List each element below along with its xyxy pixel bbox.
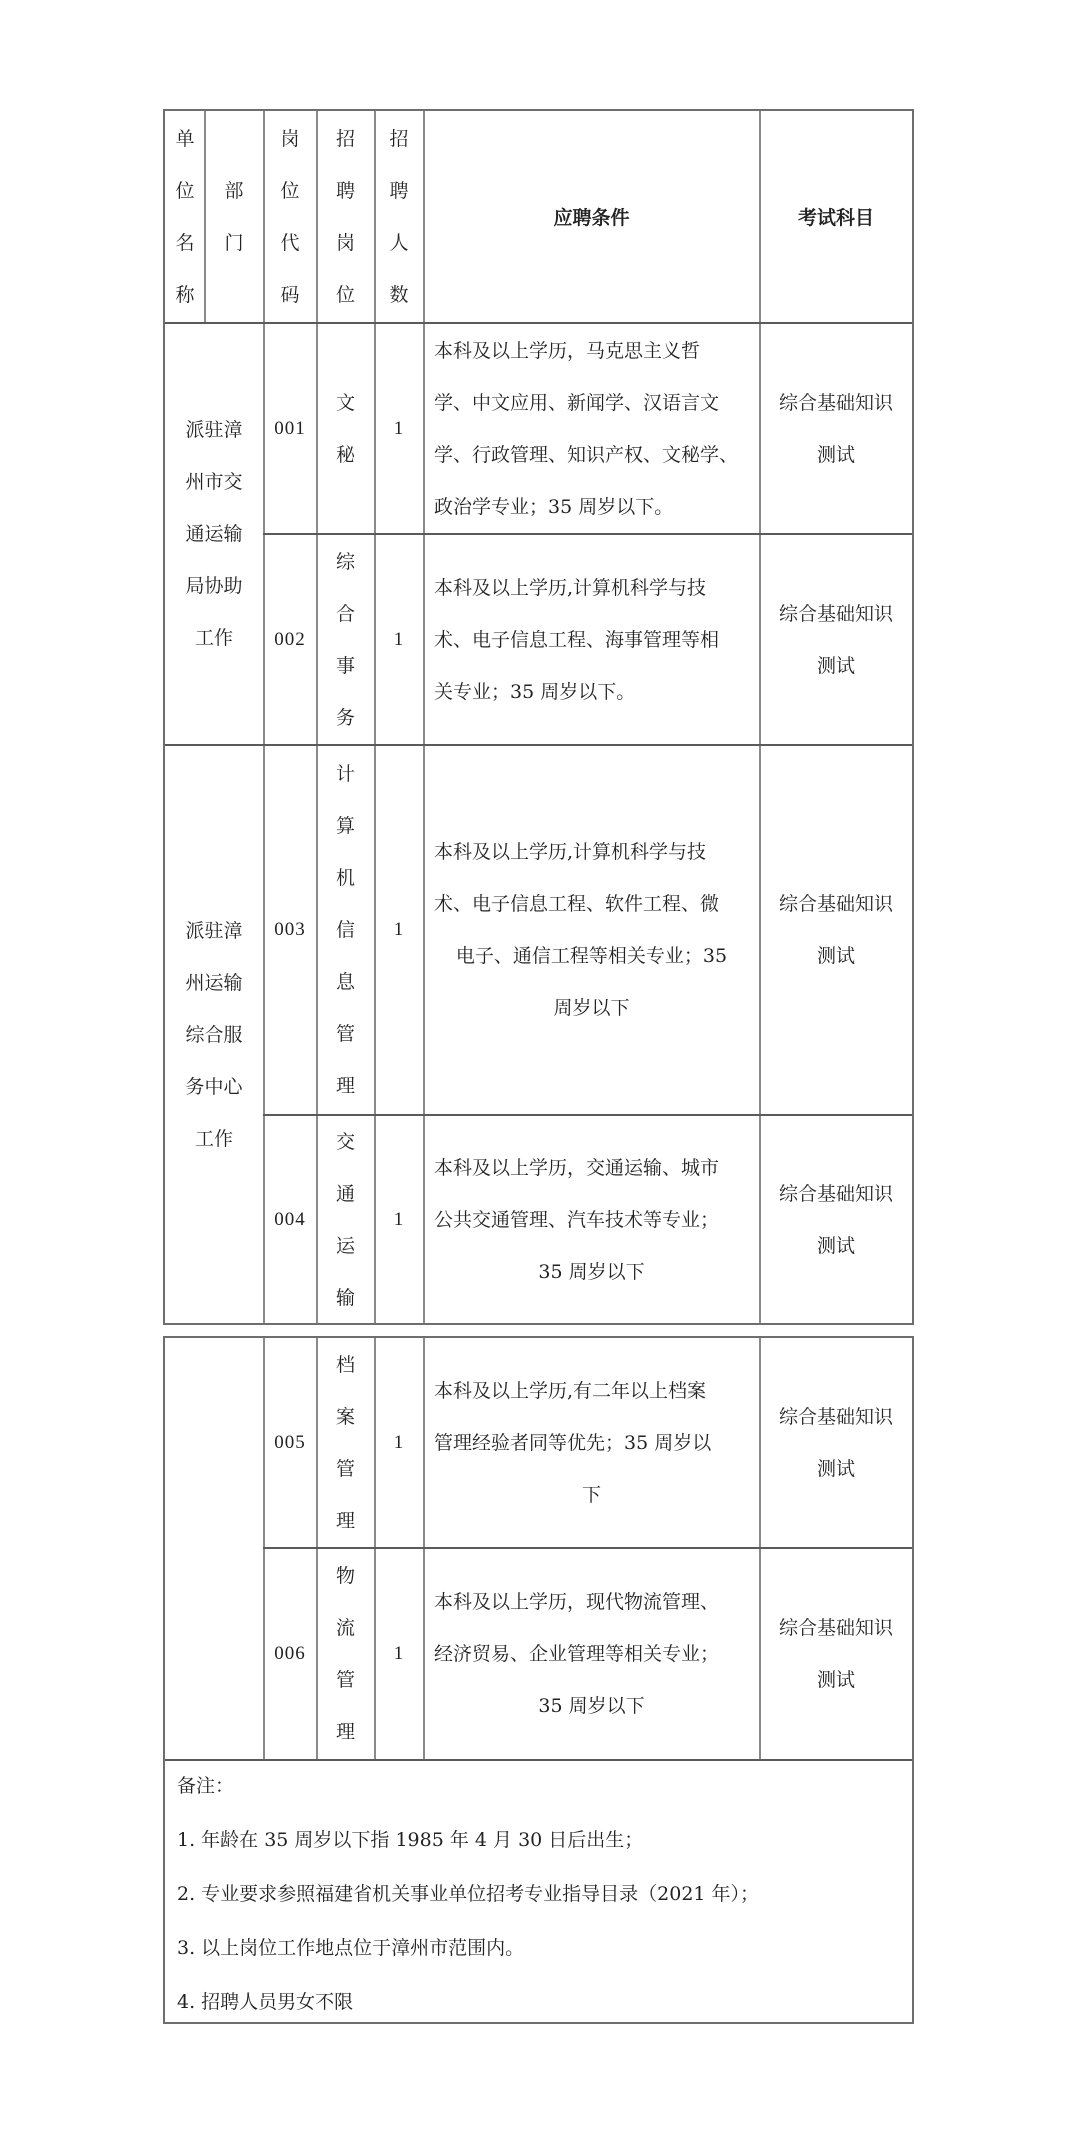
requirements-line: 政治学专业；35 周岁以下。 [434, 495, 674, 518]
unit-name-cell [165, 324, 263, 744]
position-char: 管 [335, 1023, 355, 1045]
unit-name-cell [165, 746, 263, 1323]
unit-name-line: 务中心 [185, 1075, 243, 1098]
position-code: 003 [274, 919, 306, 940]
position-code: 006 [274, 1643, 306, 1664]
header-char: 岗 [280, 127, 300, 150]
requirements-line: 本科及以上学历,计算机科学与技 [434, 576, 707, 599]
headcount: 1 [393, 628, 405, 650]
position-char: 事 [335, 654, 355, 677]
header-char: 部 [224, 179, 244, 202]
position-char: 管 [335, 1669, 355, 1691]
requirements-line: 关专业；35 周岁以下。 [434, 680, 636, 703]
requirements-line: 本科及以上学历,计算机科学与技 [434, 841, 707, 863]
requirements-line: 本科及以上学历，现代物流管理、 [434, 1591, 720, 1613]
header-char: 聘 [389, 179, 409, 202]
header-exam-subject: 考试科目 [797, 207, 874, 229]
position-char: 物 [335, 1565, 355, 1587]
exam-line: 综合基础知识 [778, 1617, 893, 1639]
exam-subject-cell [760, 1549, 912, 1759]
requirements-cell [424, 1549, 759, 1759]
requirements-line: 术、电子信息工程、海事管理等相 [434, 628, 720, 651]
exam-line: 综合基础知识 [778, 1405, 893, 1428]
requirements-line: 经济贸易、企业管理等相关专业； [434, 1643, 720, 1665]
unit-name-line: 局协助 [185, 575, 243, 597]
position-code: 001 [274, 417, 306, 439]
header-char: 名 [175, 231, 195, 254]
requirements-cell [424, 324, 759, 533]
header-char: 招 [389, 127, 409, 150]
requirements-cell [424, 1338, 759, 1547]
position-name [317, 535, 374, 744]
header-char: 聘 [335, 179, 355, 202]
unit-name-line: 派驻漳 [185, 419, 243, 441]
header-char: 位 [280, 179, 300, 202]
requirements-line: 本科及以上学历，交通运输、城市 [434, 1156, 720, 1179]
position-char: 算 [335, 815, 355, 837]
exam-line: 综合基础知识 [778, 391, 893, 414]
requirements-line: 周岁以下 [553, 997, 630, 1019]
position-char: 流 [335, 1617, 355, 1639]
position-name [317, 746, 374, 1114]
position-char: 案 [335, 1405, 355, 1428]
position-name [317, 324, 374, 533]
requirements-line: 下 [581, 1483, 601, 1506]
requirements-line: 35 周岁以下 [538, 1260, 645, 1283]
headcount: 1 [393, 417, 405, 439]
exam-subject-cell [760, 535, 912, 744]
requirements-line: 本科及以上学历，马克思主义哲 [434, 339, 701, 362]
exam-line: 测试 [816, 1669, 855, 1691]
unit-name-cell-empty [165, 1338, 263, 1759]
requirements-line: 公共交通管理、汽车技术等专业； [434, 1208, 720, 1231]
requirements-line: 本科及以上学历,有二年以上档案 [434, 1379, 707, 1402]
exam-line: 测试 [816, 945, 855, 967]
position-code: 002 [274, 628, 306, 650]
position-char: 理 [335, 1509, 355, 1532]
unit-name-line: 通运输 [185, 523, 243, 545]
header-char: 码 [280, 283, 300, 306]
unit-name-line: 工作 [194, 1127, 233, 1150]
position-char: 通 [335, 1182, 355, 1205]
header-unit-name [165, 111, 205, 322]
header-department [205, 111, 263, 322]
headcount: 1 [393, 919, 405, 940]
header-char: 招 [335, 127, 355, 150]
position-char: 信 [335, 919, 355, 941]
headcount: 1 [393, 1431, 405, 1453]
header-char: 数 [389, 283, 409, 306]
header-position-code [264, 111, 316, 322]
exam-line: 测试 [816, 654, 855, 677]
unit-name-line: 派驻漳 [185, 919, 243, 942]
requirements-line: 电子、通信工程等相关专业；35 [455, 945, 728, 967]
header-char: 岗 [335, 231, 355, 254]
exam-line: 测试 [816, 443, 855, 466]
position-char: 合 [335, 602, 355, 625]
exam-line: 测试 [816, 1457, 855, 1480]
header-char: 门 [224, 231, 244, 254]
note-item: 2. 专业要求参照福建省机关事业单位招考专业指导目录（2021 年）； [177, 1883, 760, 1905]
position-char: 交 [335, 1130, 355, 1153]
position-char: 管 [335, 1457, 355, 1480]
position-char: 机 [335, 867, 355, 889]
header-requirements: 应聘条件 [553, 207, 630, 229]
position-char: 档 [335, 1353, 355, 1376]
note-item: 1. 年龄在 35 周岁以下指 1985 年 4 月 30 日后出生； [177, 1829, 644, 1851]
requirements-line: 术、电子信息工程、软件工程、微 [434, 893, 720, 915]
position-char: 运 [335, 1234, 355, 1257]
exam-subject-cell [760, 1116, 912, 1323]
exam-line: 综合基础知识 [778, 1182, 893, 1205]
header-char: 位 [175, 179, 195, 202]
requirements-line: 管理经验者同等优先；35 周岁以 [434, 1431, 712, 1454]
header-char: 人 [389, 231, 409, 254]
requirements-cell [424, 535, 759, 744]
header-char: 代 [280, 231, 300, 254]
recruitment-table-page-1 [163, 109, 914, 1325]
exam-line: 综合基础知识 [778, 602, 893, 625]
requirements-cell [424, 746, 759, 1114]
position-char: 息 [335, 971, 355, 993]
unit-name-line: 工作 [194, 627, 233, 649]
exam-line: 综合基础知识 [778, 893, 893, 915]
requirements-line: 学、行政管理、知识产权、文秘学、 [434, 443, 739, 466]
header-headcount [375, 111, 423, 322]
exam-line: 测试 [816, 1234, 855, 1257]
header-position [317, 111, 374, 322]
position-char: 理 [335, 1721, 355, 1743]
position-name [317, 1549, 374, 1759]
exam-subject-cell [760, 324, 912, 533]
unit-name-line: 综合服 [185, 1023, 243, 1046]
note-item: 3. 以上岗位工作地点位于漳州市范围内。 [177, 1937, 525, 1959]
header-char: 单 [175, 127, 195, 150]
notes-divider [165, 1759, 912, 1761]
position-char: 计 [335, 763, 355, 785]
header-char: 称 [175, 283, 195, 306]
requirements-cell [424, 1116, 759, 1323]
header-char: 位 [335, 283, 355, 306]
exam-subject-cell [760, 746, 912, 1114]
headcount: 1 [393, 1643, 405, 1664]
notes-title: 备注： [177, 1775, 235, 1797]
recruitment-table-page-2 [163, 1336, 914, 2024]
headcount: 1 [393, 1208, 405, 1230]
position-code: 005 [274, 1431, 306, 1453]
requirements-line: 学、中文应用、新闻学、汉语言文 [434, 391, 720, 414]
position-char: 输 [335, 1286, 355, 1309]
position-name [317, 1116, 374, 1323]
position-name [317, 1338, 374, 1547]
position-code: 004 [274, 1208, 306, 1230]
exam-subject-cell [760, 1338, 912, 1547]
unit-name-line: 州市交 [185, 471, 243, 493]
position-char: 秘 [335, 443, 355, 466]
position-char: 文 [335, 391, 355, 414]
unit-name-line: 州运输 [185, 971, 243, 994]
position-char: 理 [335, 1075, 355, 1097]
requirements-line: 35 周岁以下 [538, 1695, 645, 1717]
position-char: 综 [335, 550, 355, 573]
note-item: 4. 招聘人员男女不限 [177, 1991, 354, 2013]
position-char: 务 [335, 706, 355, 729]
